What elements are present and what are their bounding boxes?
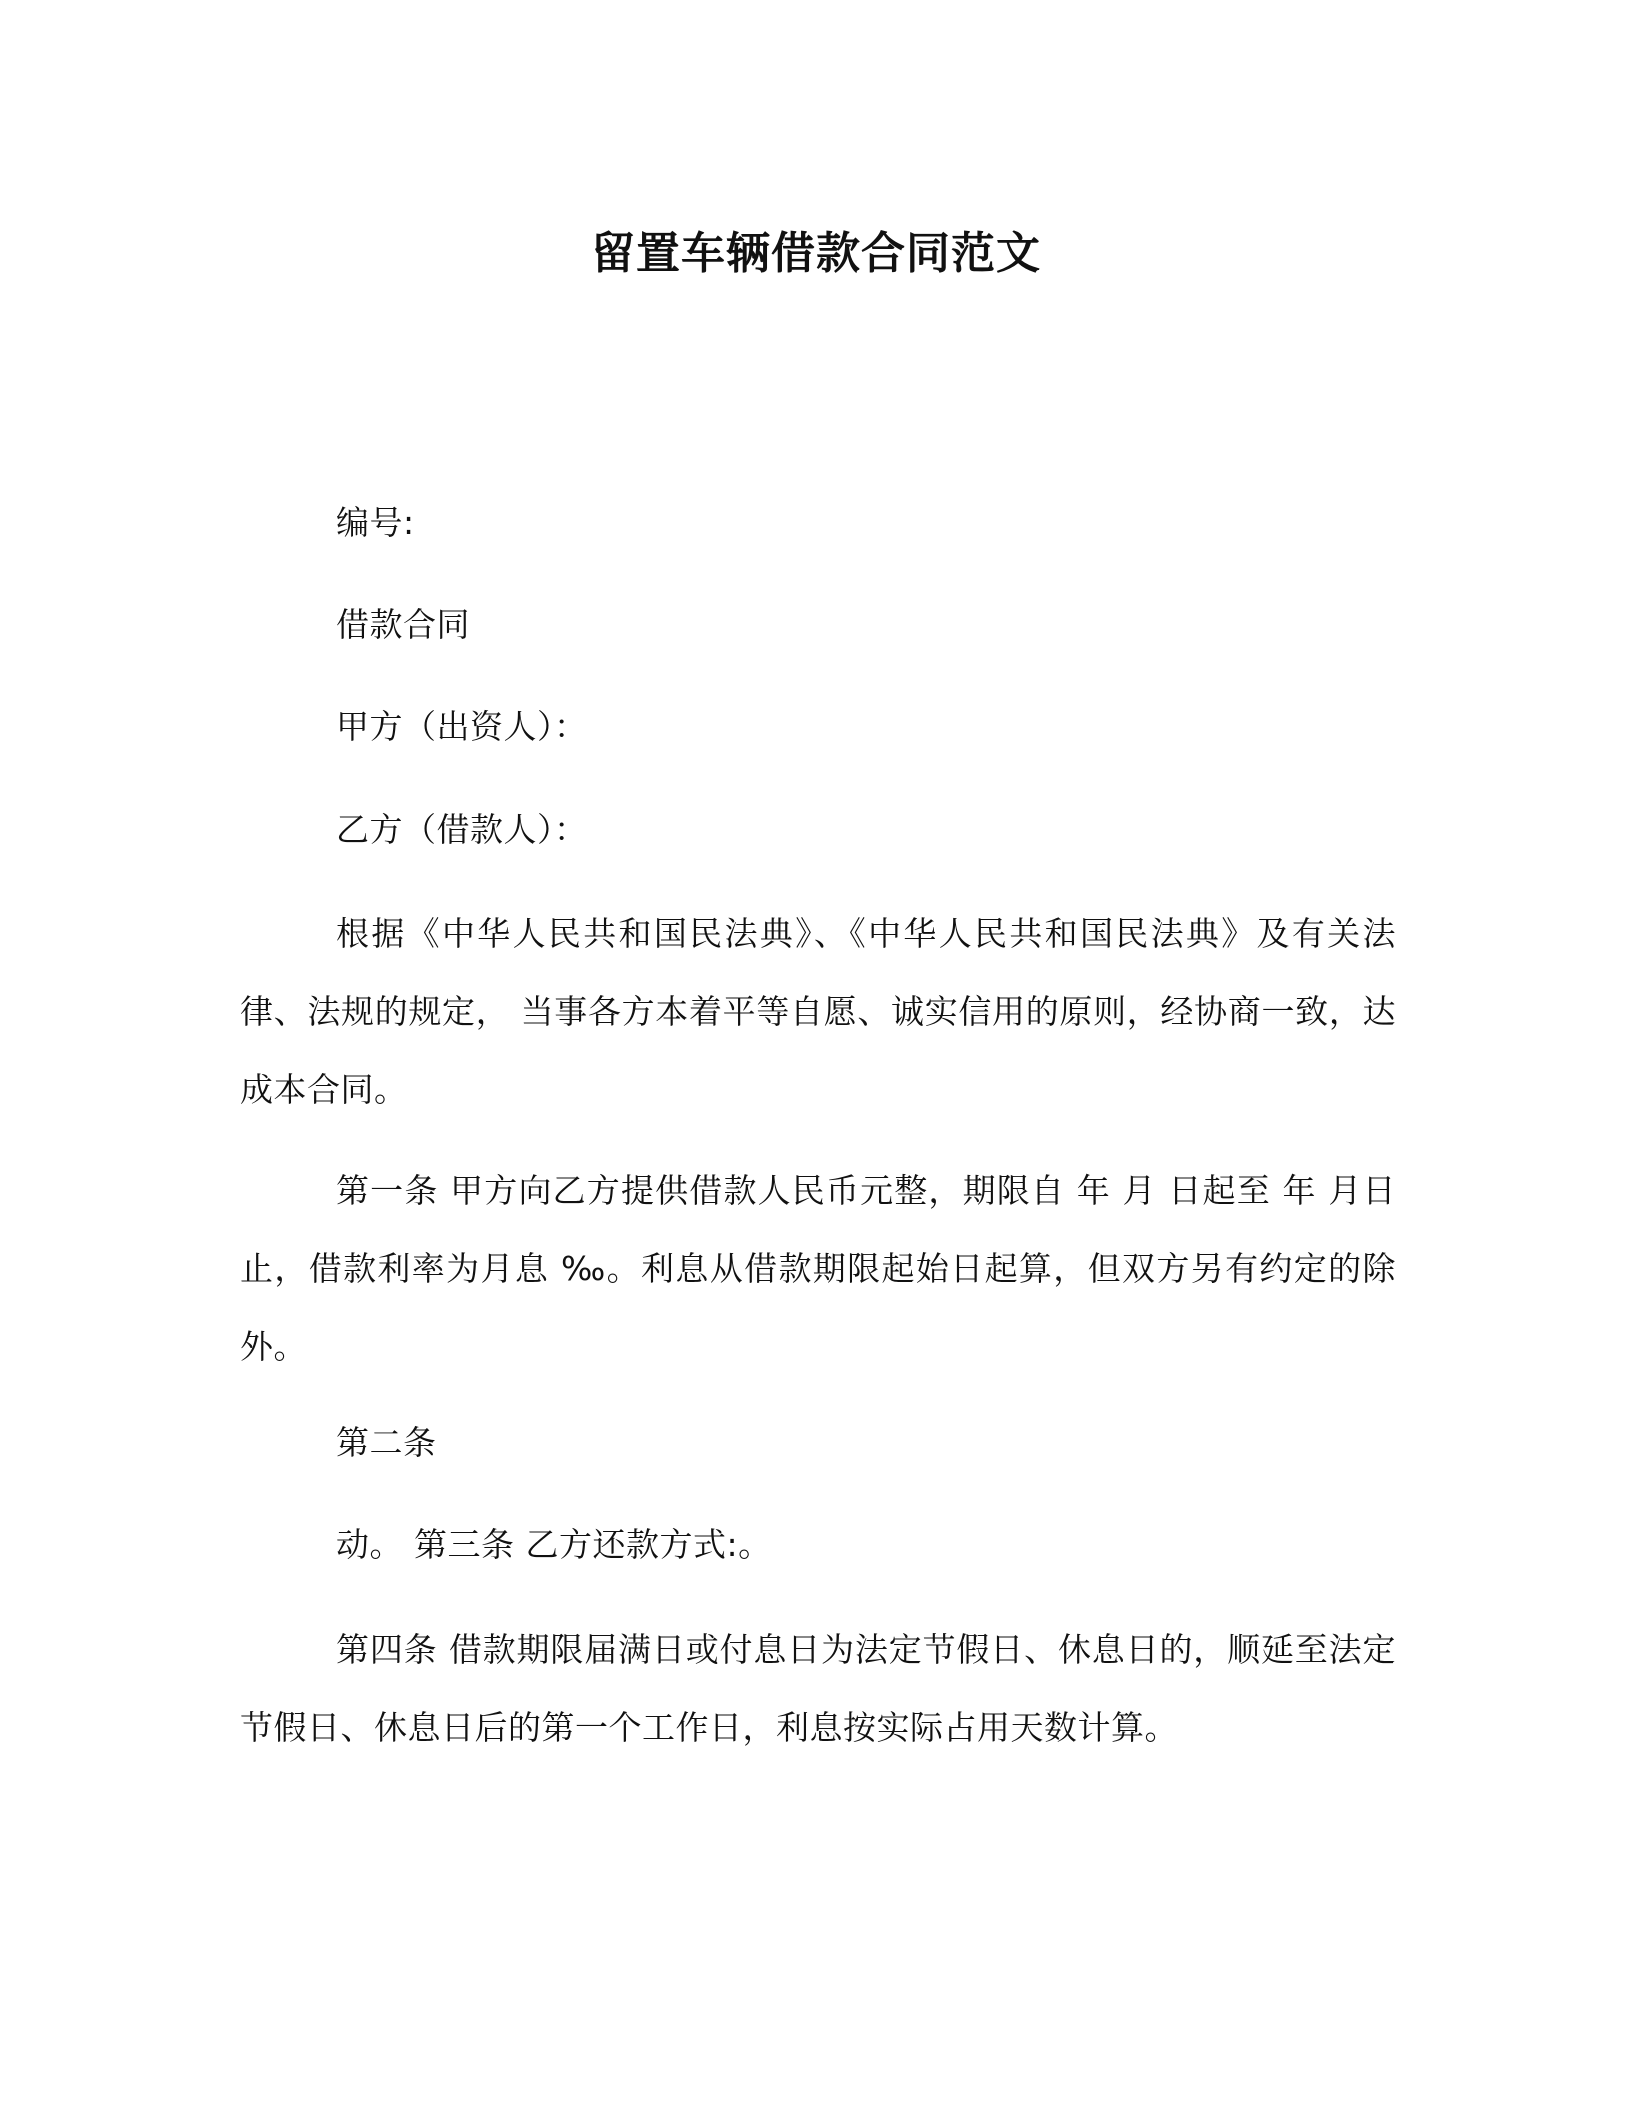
preamble-paragraph: 根据《中华人民共和国民法典》、《中华人民共和国民法典》及有关法律、法规的规定， 当事各方本着平等自愿、诚实信用的原则，经协商一致，达成本合同。 bbox=[240, 914, 1396, 1109]
party-b-line: 乙方（借款人）： bbox=[336, 810, 588, 849]
article-3-line: 动。 第三条 乙方还款方式:。 bbox=[336, 1525, 772, 1564]
contract-type-heading: 借款合同 bbox=[336, 605, 470, 644]
contract-number-label: 编号: bbox=[336, 503, 415, 542]
article-1-paragraph: 第一条 甲方向乙方提供借款人民币元整，期限自 年 月 日起至 年 月日止，借款利率为月息 ‰。利息从借款期限起始日起算，但双方另有约定的除外。 bbox=[240, 1171, 1396, 1366]
article-2-heading: 第二条 bbox=[336, 1423, 437, 1462]
document-title: 留置车辆借款合同范文 bbox=[591, 228, 1041, 279]
article-4-paragraph: 第四条 借款期限届满日或付息日为法定节假日、休息日的，顺延至法定节假日、休息日后的第一个工作日，利息按实际占用天数计算。 bbox=[240, 1630, 1396, 1747]
party-a-line: 甲方（出资人）： bbox=[336, 707, 588, 746]
